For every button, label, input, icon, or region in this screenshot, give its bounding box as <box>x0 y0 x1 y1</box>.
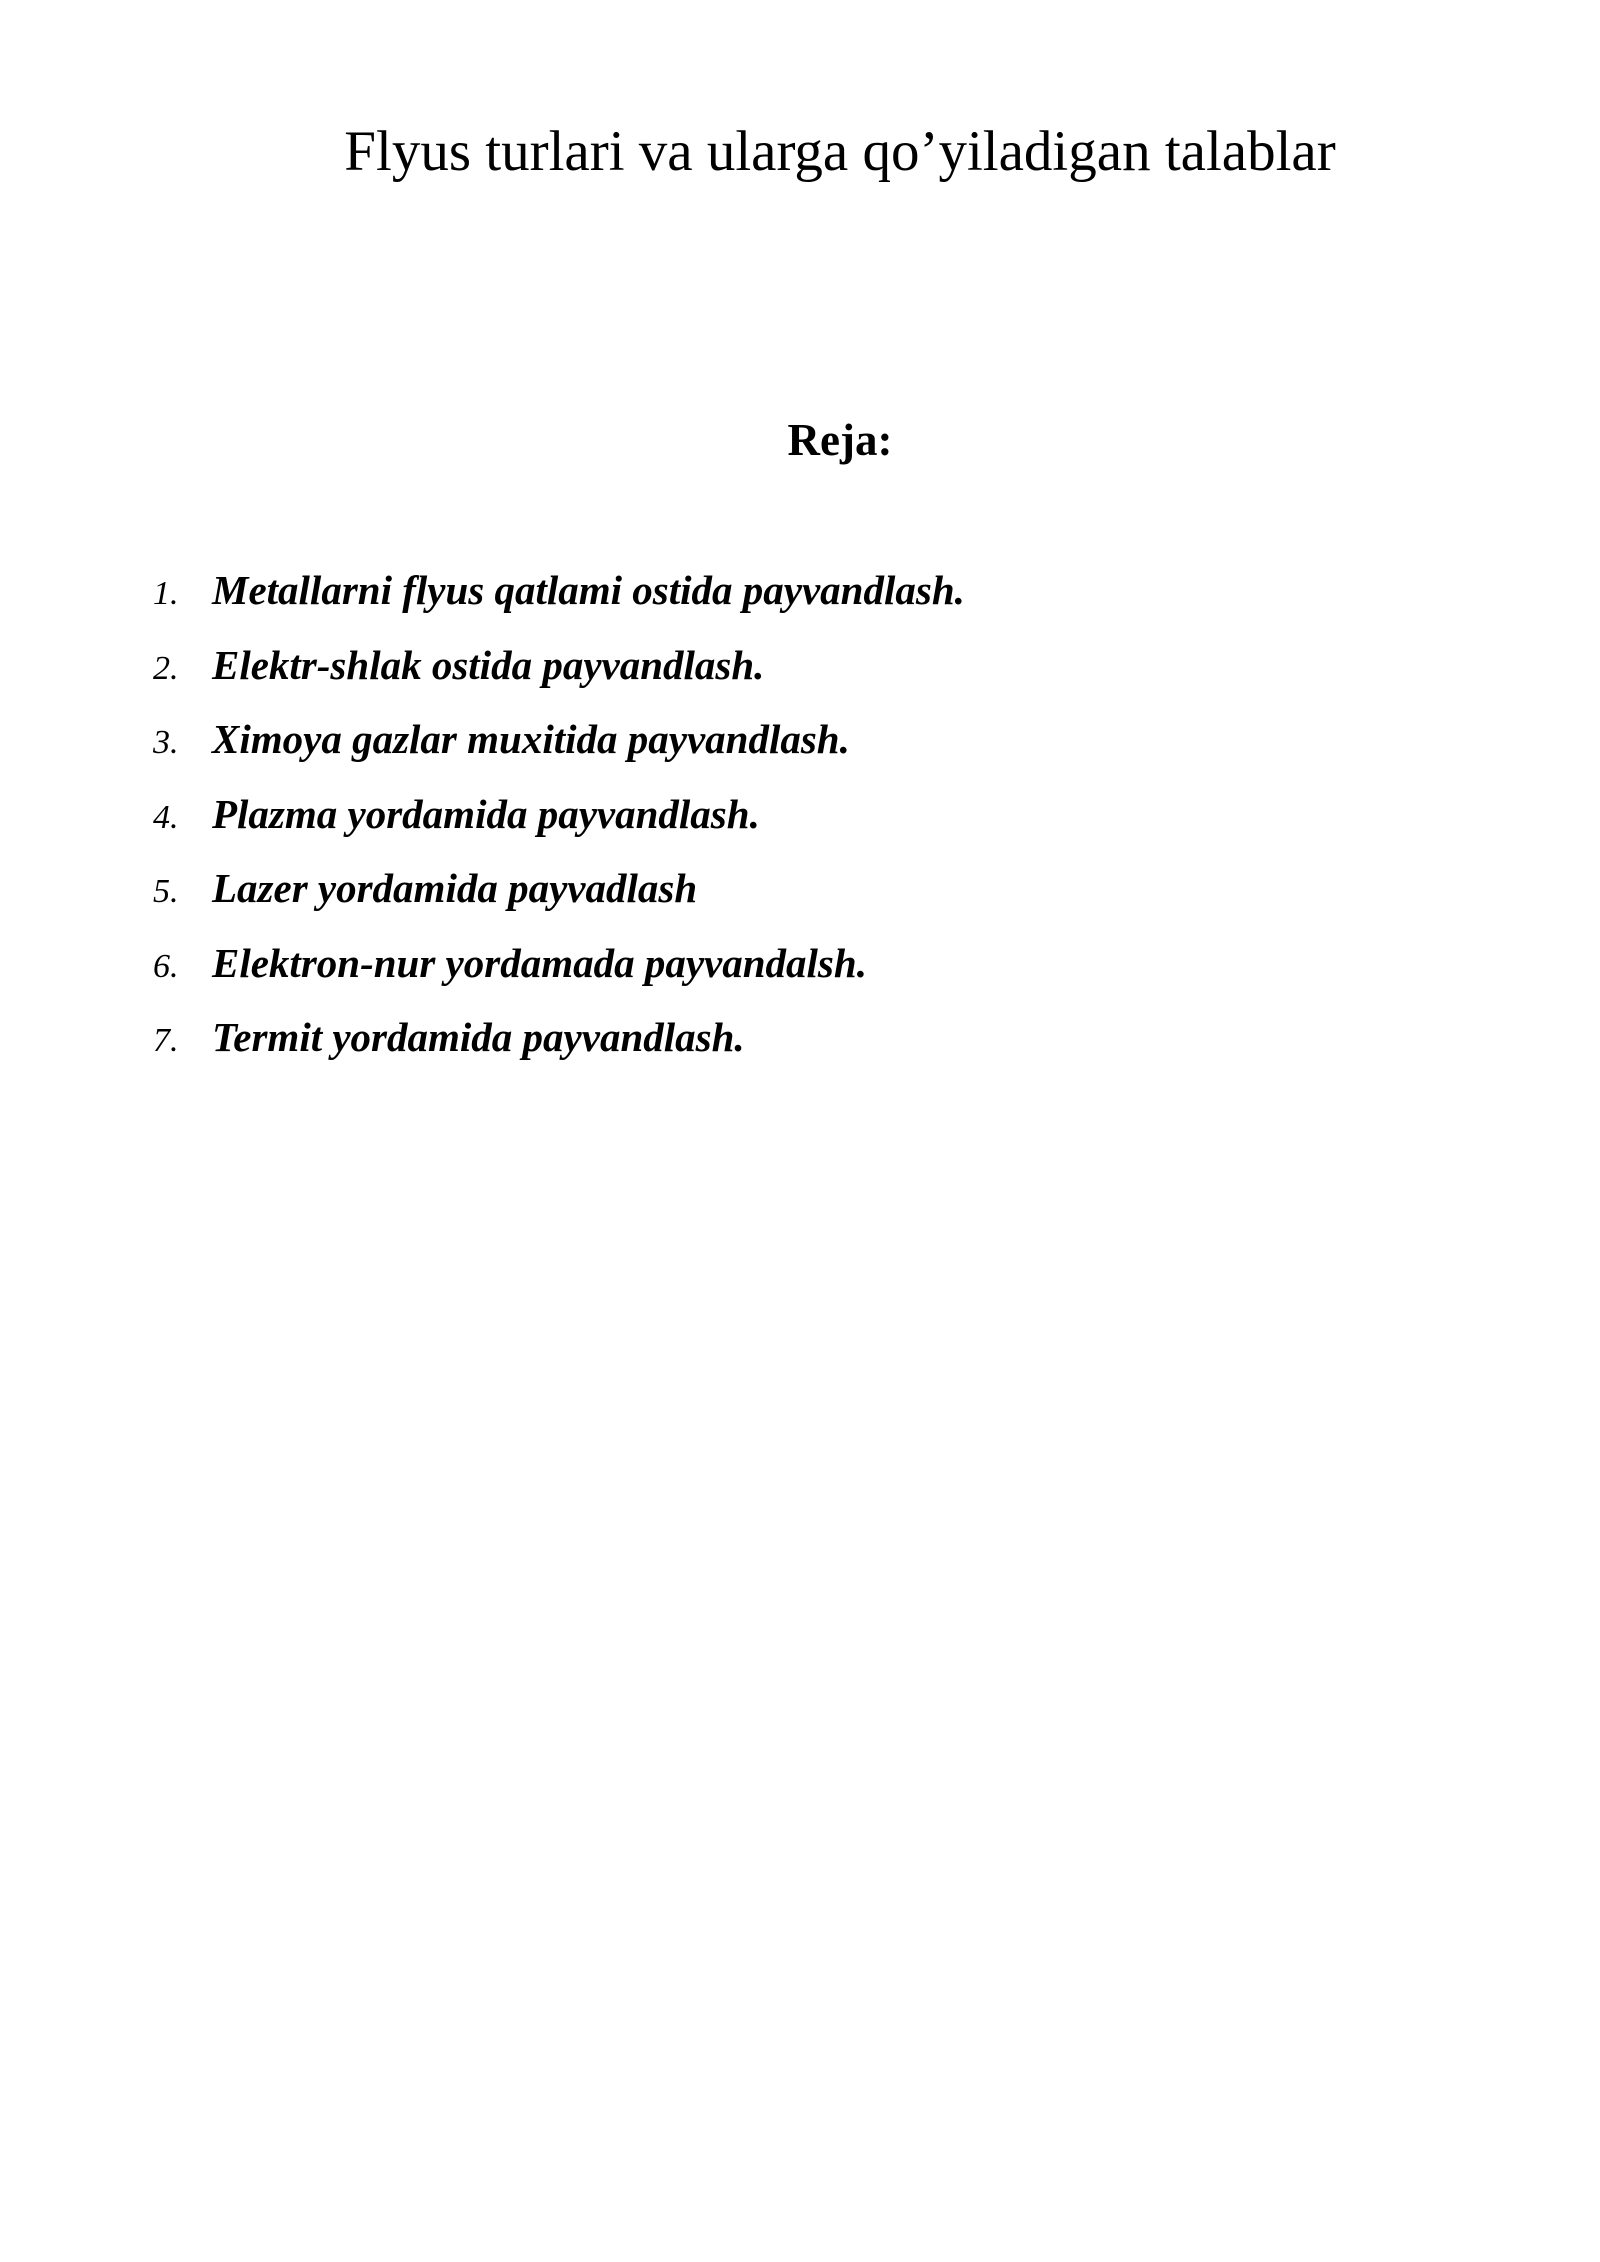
list-item-number: 6. <box>153 947 179 985</box>
list-item <box>0 709 1600 784</box>
list-item <box>0 560 1600 635</box>
page-title: Flyus turlari va ularga qo’yiladigan talablar <box>344 120 1336 183</box>
list-item <box>0 784 1600 859</box>
list-item <box>0 635 1600 710</box>
list-item-number: 3. <box>153 724 179 761</box>
list-item <box>0 933 1600 1008</box>
list-item-number: 2. <box>153 649 179 687</box>
list-item-text: Elektron-nur yordamada payvandalsh. <box>212 939 867 986</box>
list-item <box>0 858 1600 933</box>
list-item-text: Lazer yordamida payvadlash <box>212 865 698 911</box>
list-item-number: 4. <box>153 798 179 836</box>
list-item-number: 5. <box>153 873 179 910</box>
list-item-number: 7. <box>153 1022 179 1059</box>
plan-list <box>0 560 1600 1082</box>
plan-heading: Reja: <box>787 415 893 465</box>
list-item-number: 1. <box>153 575 179 612</box>
list-item-text: Termit yordamida payvandlash. <box>212 1014 745 1060</box>
list-item-text: Ximoya gazlar muxitida payvandlash. <box>212 716 850 762</box>
list-item-text: Elektr-shlak ostida payvandlash. <box>212 641 765 688</box>
list-item-text: Metallarni flyus qatlami ostida payvandlash. <box>212 567 965 613</box>
list-item <box>0 1007 1600 1082</box>
list-item-text: Plazma yordamida payvandlash. <box>212 790 760 837</box>
